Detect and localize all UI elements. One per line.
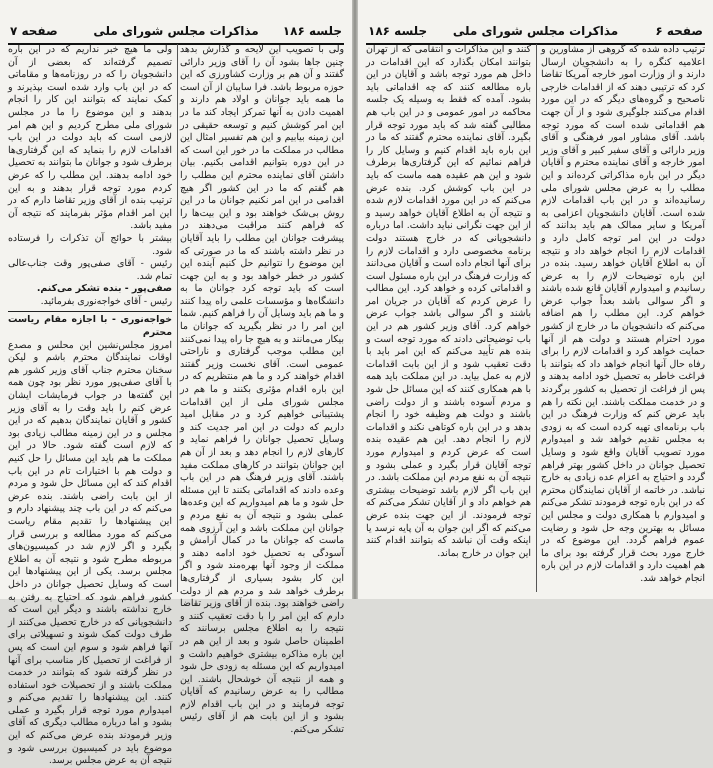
- paragraph: ولی ما هیچ خبر نداریم که در این باره تصمیم گرفته‌اند که بعضی از آن دانشجویان را که در روزنامه‌ها و مقاماتی که در این باب وارد شده است بپذیرند و کمک نمایند که بتوانند این کار را انجام بدهند و این موضوع را ما در مجلس شورای ملی مطرح کردیم و این هم امر لازمی است که باید دولت در این باب اقدامات لازم را بنماید که این گرفتاری‌ها برطرف شود و جوانان ما بتوانند به تحصیل خود ادامه بدهند. این مطلب را که عرض کردم مورد توجه قرار بدهند و به این ترتیب بنده از آقای وزیر تقاضا دارم که در این امر اقدام مؤثر بفرمایند که نتیجه آن مفید باشد.: [8, 44, 172, 232]
- right-page: [358, 0, 713, 599]
- speaker-line: صفی‌پور - بنده تشکر می‌کنم.: [36, 283, 172, 295]
- paragraph: رئیس - آقای خواجه‌نوری بفرمائید.: [40, 295, 172, 307]
- right-page-header: [366, 22, 705, 42]
- speaker-line: خواجه‌نوری - با اجازه مقام ریاست محترم: [8, 314, 172, 339]
- paragraph: ترتیب داده شده که گروهی از مشاورین و اعلامیه کنگره را به دانشجویان ارسال دارند و از وزارت امور خارجه آمریکا تقاضا کرد که ترتیبی دهند که از اقدامات خارجی ناصحیح و گروه‌های دیگر که در این مورد اقدام می‌کنند جلوگیری شود و از آن جهت هم اقداماتی شده است که مورد توجه باشد. آقای مشاور امور فرهنگی و آقای وزیر دارائی و آقای سفیر کبیر و آقای وزیر امور خارجه و آقای نماینده محترم و آقایان دیگر در این باره مذاکراتی کرده‌اند و این مطلب را به عرض مجلس شورای ملی رسانیده‌اند و در این باب اقدامات لازم شده است. آقایان دانشجویان اعزامی به آمریکا و سایر ممالک هم باید بدانند که دولت در این امر توجه کامل دارد و اقدامات لازم را انجام خواهد داد و نتیجه آن به اطلاع آقایان خواهد رسید. بنده در این باره توضیحات لازم را به عرض رسانیدم و امیدوارم آقایان قانع شده باشند و اگر سوالی باشد بعداً جواب عرض خواهم کرد. این مطلب را هم اضافه می‌کنم که دانشجویان ما در خارج از کشور مورد احترام هستند و دولت هم از آنها حمایت خواهد کرد و اقدامات لازم را برای رفاه حال آنها انجام خواهد داد که بتوانند با فراغت خاطر به تحصیل خود ادامه بدهند و پس از فراغت از تحصیل به کشور برگردند و در خدمت مملکت باشند. این نکته را هم باید عرض کنم که وزارت فرهنگ در این باب برنامه‌ای تهیه کرده است که به زودی به مجلس تقدیم خواهد شد و امیدوارم مورد تصویب آقایان واقع شود و وسایل تحصیل جوانان در داخل کشور بهتر فراهم گردد و احتیاج به اعزام عده زیادی به خارج نباشد. در خاتمه از آقایان نمایندگان محترم که در این باره توجه فرمودند تشکر می‌کنم و امیدوارم با همکاری دولت و مجلس این مسائل به بهترین وجه حل شود و رضایت عموم فراهم گردد. این موضوع که در خارج مورد بحث قرار گرفته بود برای ما هم اهمیت دارد و اقدامات لازم در این باره انجام خواهد شد.: [541, 44, 705, 584]
- left-page-left-column: [8, 44, 172, 767]
- paragraph: بیشتر با حوائج آن تذکرات را فرستاده شود.: [8, 232, 172, 257]
- session-number: جلسه ۱۸۶: [368, 24, 428, 38]
- paragraph: ولی با تصویب این لایحه و گذارش بدهد چنین جاها بشود آن را آقای وزیر دارائی گفتند و آن هم بر وزارت کشاورزی که این حوزه مربوط باشد. فرا سایبان از آن است ما همه باید جوانان و اولاد هم دارند و اهمیت دادن به آنها تمرکز ایجاد کند ما در این امر کوشش کنیم و توسعه حقیقی در این زمینه بیابیم و این هم تفسیر امثال این مطالب در مملکت ما در خور این است که در این دوره بتوانیم اقدامی بکنیم. بیان داشتن آقای نماینده محترم این مطلب را هم گفتم که ما در این کشور اگر هیچ اقدامی در این امر نکنیم جوانان ما در این روش بی‌شک خواهند بود و این بیت‌ها را که فراهم کنند مراقبت می‌دهند در پیشرفت جوانان این مطلب را باید آقایان در نظر داشته باشند که ما در صورتی که این موضوع را نتوانیم حل کنیم آینده این کشور در خطر خواهد بود و به این جهت است که باید توجه کرد جوانان ما به دانشگاه‌ها و مؤسسات علمی راه پیدا کنند و ما هم باید وسایل آن را فراهم کنیم. شما این امر را در نظر بگیرید که جوانان ما بیکار می‌مانند و به هیچ جا راه پیدا نمی‌کنند این مطلب موجب گرفتاری و ناراحتی عمومی است. آقای نخست وزیر گفتند اقدام خواهند کرد و ما هم منتظریم که در این باره اقدام مؤثری بکنند و ما هم در مجلس شورای ملی از این اقدامات پشتیبانی خواهیم کرد و در مقابل امید داریم که دولت در این امر جدیت کند و وسایل تحصیل جوانان را فراهم نماید و کارهای لازم را انجام دهد و بعد از آن هم این جوانان بتوانند در کارهای مملکت مفید باشند. آقای وزیر فرهنگ هم در این باب وعده دادند که اقداماتی بکنند تا این مسئله حل شود و ما هم امیدواریم که این وعده‌ها عملی بشود و نتیجه آن به نفع مردم و جوانان این مملکت باشد و این آرزوی همه ماست که جوانان ما در کمال آرامش و آسودگی به تحصیل خود ادامه دهند و مملکت از وجود آنها بهره‌مند شود و اگر این کار بشود بسیاری از گرفتاری‌ها برطرف خواهد شد و مردم هم از دولت راضی خواهند بود. بنده از آقای وزیر تقاضا دارم که این امر را با دقت تعقیب کنند و نتیجه را به اطلاع مجلس برسانند که اطمینان حاصل شود و بعد از این هم در این باره مذاکره بیشتری خواهیم داشت و امیدواریم که این مسئله به زودی حل شود و همه از نتیجه آن خوشحال باشند. این مطالب را به عرض رسانیدم که آقایان توجه فرمایند و در این باب اقدام لازم بشود و از این بابت هم از آقای رئیس تشکر می‌کنم.: [180, 44, 344, 736]
- running-title: مذاکرات مجلس شورای ملی: [93, 24, 259, 38]
- page-number: صفحه ۷: [10, 24, 58, 38]
- paragraph: رئیس - آقای صفی‌پور وقت جناب‌عالی تمام شد.: [8, 258, 172, 282]
- left-page: [0, 0, 352, 767]
- column-divider: [177, 44, 178, 592]
- page-number: صفحه ۶: [655, 24, 703, 38]
- column-divider: [536, 44, 537, 592]
- section-rule: [8, 311, 172, 312]
- left-page-right-column: [180, 44, 344, 736]
- right-page-right-column: [541, 44, 705, 592]
- left-page-header: [8, 22, 344, 42]
- right-page-left-column: [366, 44, 531, 592]
- paragraph: امروز مجلس‌نشین این محلس و مصدع اوقات نمایندگان محترم باشم و لیکن سخنان محترم جناب آقای وزیر کشور هم با آقای صفی‌پور مورد نظر بود چون همه این گفته‌ها در جواب فرمایشات ایشان عرض کنم را باید وقت را به آقای وزیر کشور و آقایان نمایندگان بدهیم که در این مجلس و در این زمینه مطالب زیادی بود که لازم است گفته شود. حالا در این مملکت ما هم باید این مسائل را حل کنیم و دولت هم با اختیارات تام در این باب اقدام کند که این مسائل حل شود و مردم از این بابت راضی باشند. بنده عرض می‌کنم که در این باب چند پیشنهاد دارم و این پیشنهادها را تقدیم مقام ریاست می‌کنم که مورد مطالعه و بررسی قرار بگیرد و اگر لازم شد در کمیسیون‌های مربوطه مطرح شود و نتیجه آن به اطلاع مجلس برسد. یکی از این پیشنهادها این است که وسایل تحصیل جوانان در داخل کشور فراهم شود که احتیاج به رفتن به خارج نداشته باشند و دیگر این است که دانشجویانی که در خارج تحصیل می‌کنند از طرف دولت کمک شوند و تسهیلاتی برای آنها فراهم شود و سوم این است که پس از فراغت از تحصیل کار مناسب برای آنها در نظر گرفته شود که بتوانند در خدمت مملکت باشند و از تحصیلات خود استفاده کنند. این پیشنهادها را تقدیم می‌کنم و امیدوارم مورد توجه قرار بگیرد و عملی بشود و اما درباره مطالب دیگری که آقای وزیر فرمودند بنده عرض می‌کنم که این موضوع باید در کمیسیون بررسی شود و نتیجه آن به عرض مجلس برسد.: [8, 339, 172, 767]
- paragraph: کنند و این مذاکرات و انتقامی که از تهران بتوانند امکان بگذارد که این اقدامات در داخل هم مورد توجه باشد و آقایان در این باره مطالعه کنند که چه اقداماتی باید بشود. آمده که فقط به وسیله یک جلسه محاکمه در امور عمومی و در این باب هم مطالبی گفته شد که باید مورد توجه قرار بگیرد. آقای نماینده محترم گفتند که ما در این باره باید اقدام کنیم و وسایل کار را فراهم نمائیم که این گرفتاری‌ها برطرف شود و این هم عقیده همه ماست که باید در این باب کوشش کرد. بنده عرض می‌کنم که در این مورد اقدامات لازم شده و نتیجه آن به اطلاع آقایان خواهد رسید و از این جهت نگرانی نباید داشت. اما درباره دانشجویانی که در خارج هستند دولت برنامه مخصوصی دارد و اقدامات لازم را برای آنها انجام داده است و آقایان می‌دانند که وزارت فرهنگ در این باره مسئول است و اقداماتی کرده و خواهد کرد. این مطالب را عرض کردم که آقایان در جریان امر باشند و اگر سوالی باشد جواب عرض خواهم کرد. آقای وزیر کشور هم در این باب توضیحاتی دادند که مورد توجه است و بنده هم تأیید می‌کنم که این امر باید با دقت تعقیب شود و از این بابت اقدامات لازم به عمل بیاید. در این مملکت باید همه با هم همکاری کنند که این مسائل حل شود و مردم آسوده باشند و از دولت راضی باشند و دولت هم وظیفه خود را انجام بدهد و در این باره کوتاهی نکند و اقدامات لازم را انجام دهد. این هم عقیده بنده است که عرض کردم و امیدوارم مورد توجه آقایان قرار بگیرد و عملی بشود و نتیجه آن به نفع مردم این مملکت باشد. در این باب اگر لازم باشد توضیحات بیشتری هم خواهم داد و از آقایان تشکر می‌کنم که توجه فرمودند. از این جهت بنده عرض می‌کنم که اگر این جوان به آن پایه نرسد یا اینکه وقت آن نباشد که بتوانند اقدام کنند این جوان در خارج بماند.: [366, 44, 531, 559]
- session-number: جلسه ۱۸۶: [282, 24, 342, 38]
- running-title: مذاکرات مجلس شورای ملی: [452, 24, 619, 38]
